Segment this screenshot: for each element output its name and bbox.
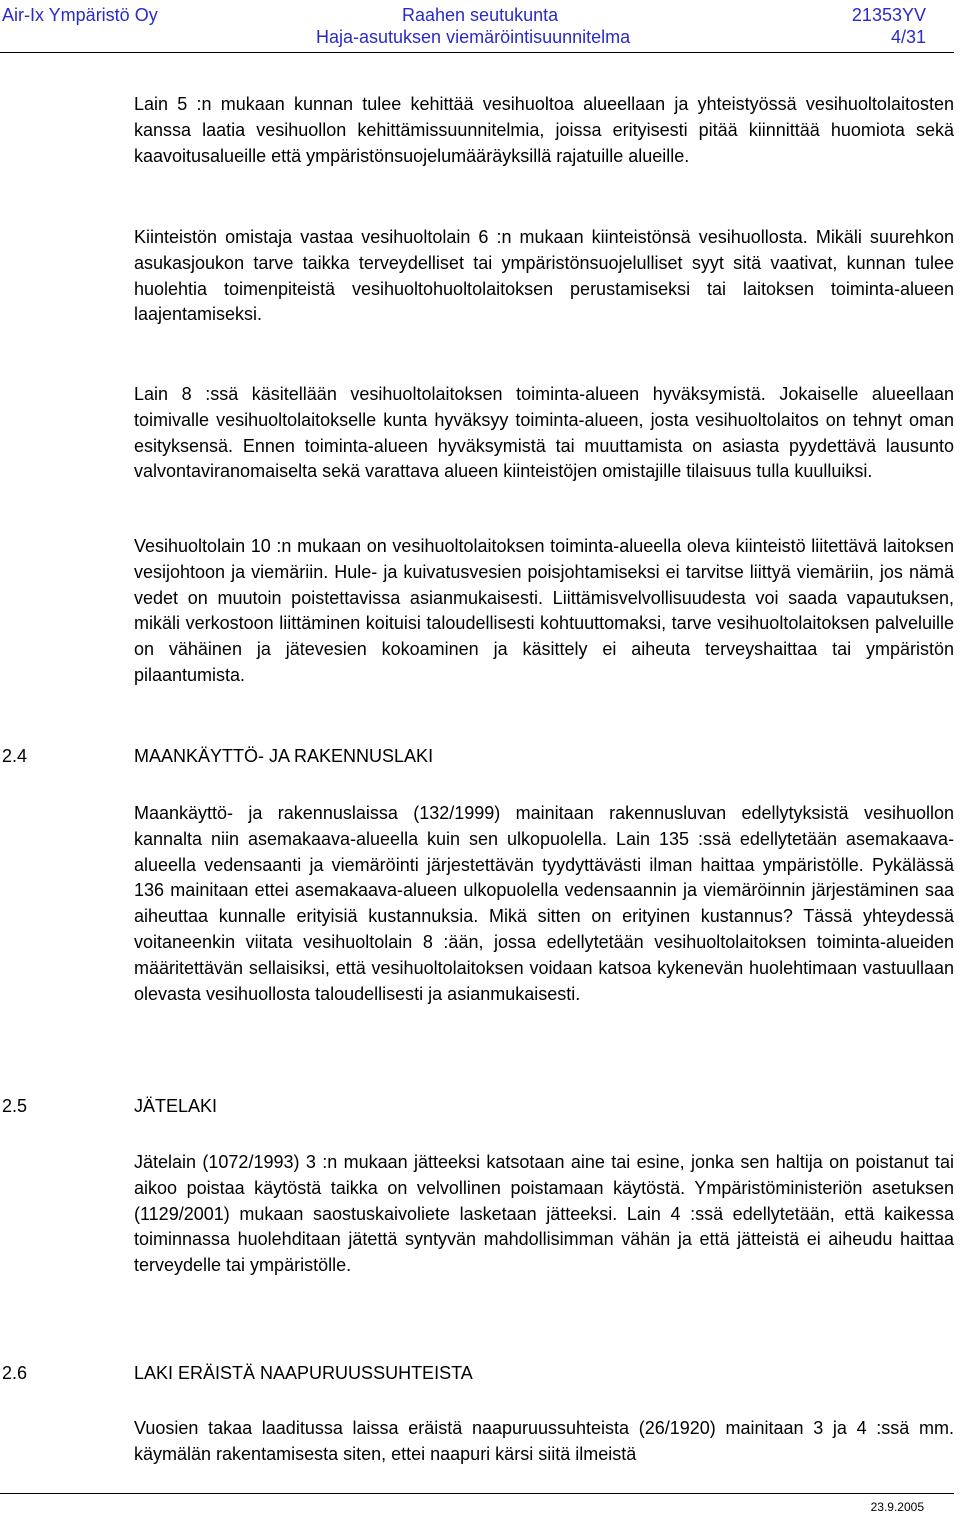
paragraph-lain-5: Lain 5 :n mukaan kunnan tulee kehittää vesihuoltoa alueellaan ja yhteistyössä vesihuoltolaitosten kanssa laatia vesihuollon kehittämissuunnitelmia, joissa erityisesti pitää kiinnittää huomiota sekä kaavoitusalueille että ympäristönsuojelumääräyksillä rajatuille alueille. <box>134 94 954 166</box>
page-header <box>0 0 960 56</box>
header-page-number: 4/31 <box>890 27 926 47</box>
paragraph-maankaytto: Maankäyttö- ja rakennuslaissa (132/1999) mainitaan rakennusluvan edellytyksistä vesihuollon kannalta niin asemakaava-alueella kuin sen ulkopuolella. Lain 135 :ssä edellytetään asemakaava-alueella vedensaanti ja viemäröinti järjestettävän tyydyttävästi ilman haittaa ympäristölle. Pykälässä 136 mainitaan ettei asemakaava-alueen ulkopuolella vedensaannin ja viemäröinnin järjestäminen saa aiheuttaa kunnalle erityisiä kustannuksia. Mikä sitten on erityinen kustannus? Tässä yhteydessä voitaneenkin viitata vesihuoltolain 8 :ään, jossa edellytetään vesihuoltolaitoksen toiminta-alueiden määritettävän sellaisiksi, että vesihuoltolaitoksen voidaan katsoa kykenevän huolehtimaan vastuullaan olevasta vesihuollosta taloudellisesti ja asianmukaisesti. <box>134 803 954 1004</box>
paragraph-vesihuoltolain-10: Vesihuoltolain 10 :n mukaan on vesihuoltolaitoksen toiminta-alueella oleva kiinteistö liitettävä laitoksen vesijohtoon ja viemäriin. Hule- ja kuivatusvesien poisjohtamiseksi ei tarvitse liittyä viemäriin, jos nämä vedet on muutoin poistettavissa asianmukaisesti. Liittämisvelvollisuudesta voi saada vapautuksen, mikäli verkostoon liittäminen koituisi taloudellisesti kohtuuttomaksi, tarve vesihuoltolaitoksen palveluille on vähäinen ja jätevesien kokoaminen ja käsittely ei aiheuta terveyshaittaa tai ympäristön pilaantumista. <box>134 536 954 685</box>
section-title-2-4: MAANKÄYTTÖ- JA RAKENNUSLAKI <box>134 746 434 766</box>
section-title-2-5: JÄTELAKI <box>134 1096 218 1116</box>
header-company: Air-Ix Ympäristö Oy <box>2 5 158 25</box>
header-region: Raahen seutukunta <box>402 5 559 25</box>
section-number-2-6: 2.6 <box>2 1363 28 1383</box>
paragraph-lain-8: Lain 8 :ssä käsitellään vesihuoltolaitoksen toiminta-alueen hyväksymistä. Jokaiselle alueellaan toimivalle vesihuoltolaitokselle kunta hyväksyy toiminta-alueen, josta vesihuoltolaitos on tehnyt oman esityksensä. Ennen toiminta-alueen hyväksymistä tai muuttamista on asiasta pyydettävä lausunto valvontaviranomaiselta sekä varattava alueen kiinteistöjen omistajille tilaisuus tulla kuulluiksi. <box>134 384 954 482</box>
header-document-title: Haja-asutuksen viemäröintisuunnitelma <box>316 27 631 47</box>
paragraph-kiinteiston-omistaja: Kiinteistön omistaja vastaa vesihuoltolain 6 :n mukaan kiinteistönsä vesihuollosta. Mikäli suurehkon asukasjoukon tarve taikka terveydelliset tai ympäristönsuojelulliset syyt sitä vaativat, kunnan tulee huolehtia toimenpiteistä vesihuoltohuoltolaitoksen perustamiseksi tai laitoksen toiminta-alueen laajentamiseksi. <box>134 227 954 325</box>
footer-date: 23.9.2005 <box>870 1500 924 1514</box>
section-number-2-4: 2.4 <box>2 746 28 766</box>
section-title-2-6: LAKI ERÄISTÄ NAAPURUUSSUHTEISTA <box>134 1363 473 1383</box>
section-number-2-5: 2.5 <box>2 1096 28 1116</box>
paragraph-jatelaki: Jätelain (1072/1993) 3 :n mukaan jätteeksi katsotaan aine tai esine, jonka sen haltija on poistanut tai aikoo poistaa käytöstä taikka on velvollinen poistamaan käytöstä. Ympäristöministeriön asetuksen (1129/2001) mukaan saostuskaivoliete lasketaan jätteeksi. Lain 4 :ssä edellytetään, että kaikessa toiminnassa huolehditaan jätettä syntyvän mahdollisimman vähän ja että jätteistä ei aiheudu haittaa terveydelle tai ympäristölle. <box>134 1152 954 1276</box>
paragraph-naapuruussuhteet: Vuosien takaa laaditussa laissa eräistä naapuruussuhteista (26/1920) mainitaan 3 ja 4 :ssä mm. käymälän rakentamisesta siten, ettei naapuri kärsi siitä ilmeistä <box>134 1418 954 1464</box>
header-rule <box>0 52 954 53</box>
footer-rule <box>0 1493 954 1494</box>
header-code: 21353YV <box>851 5 926 25</box>
